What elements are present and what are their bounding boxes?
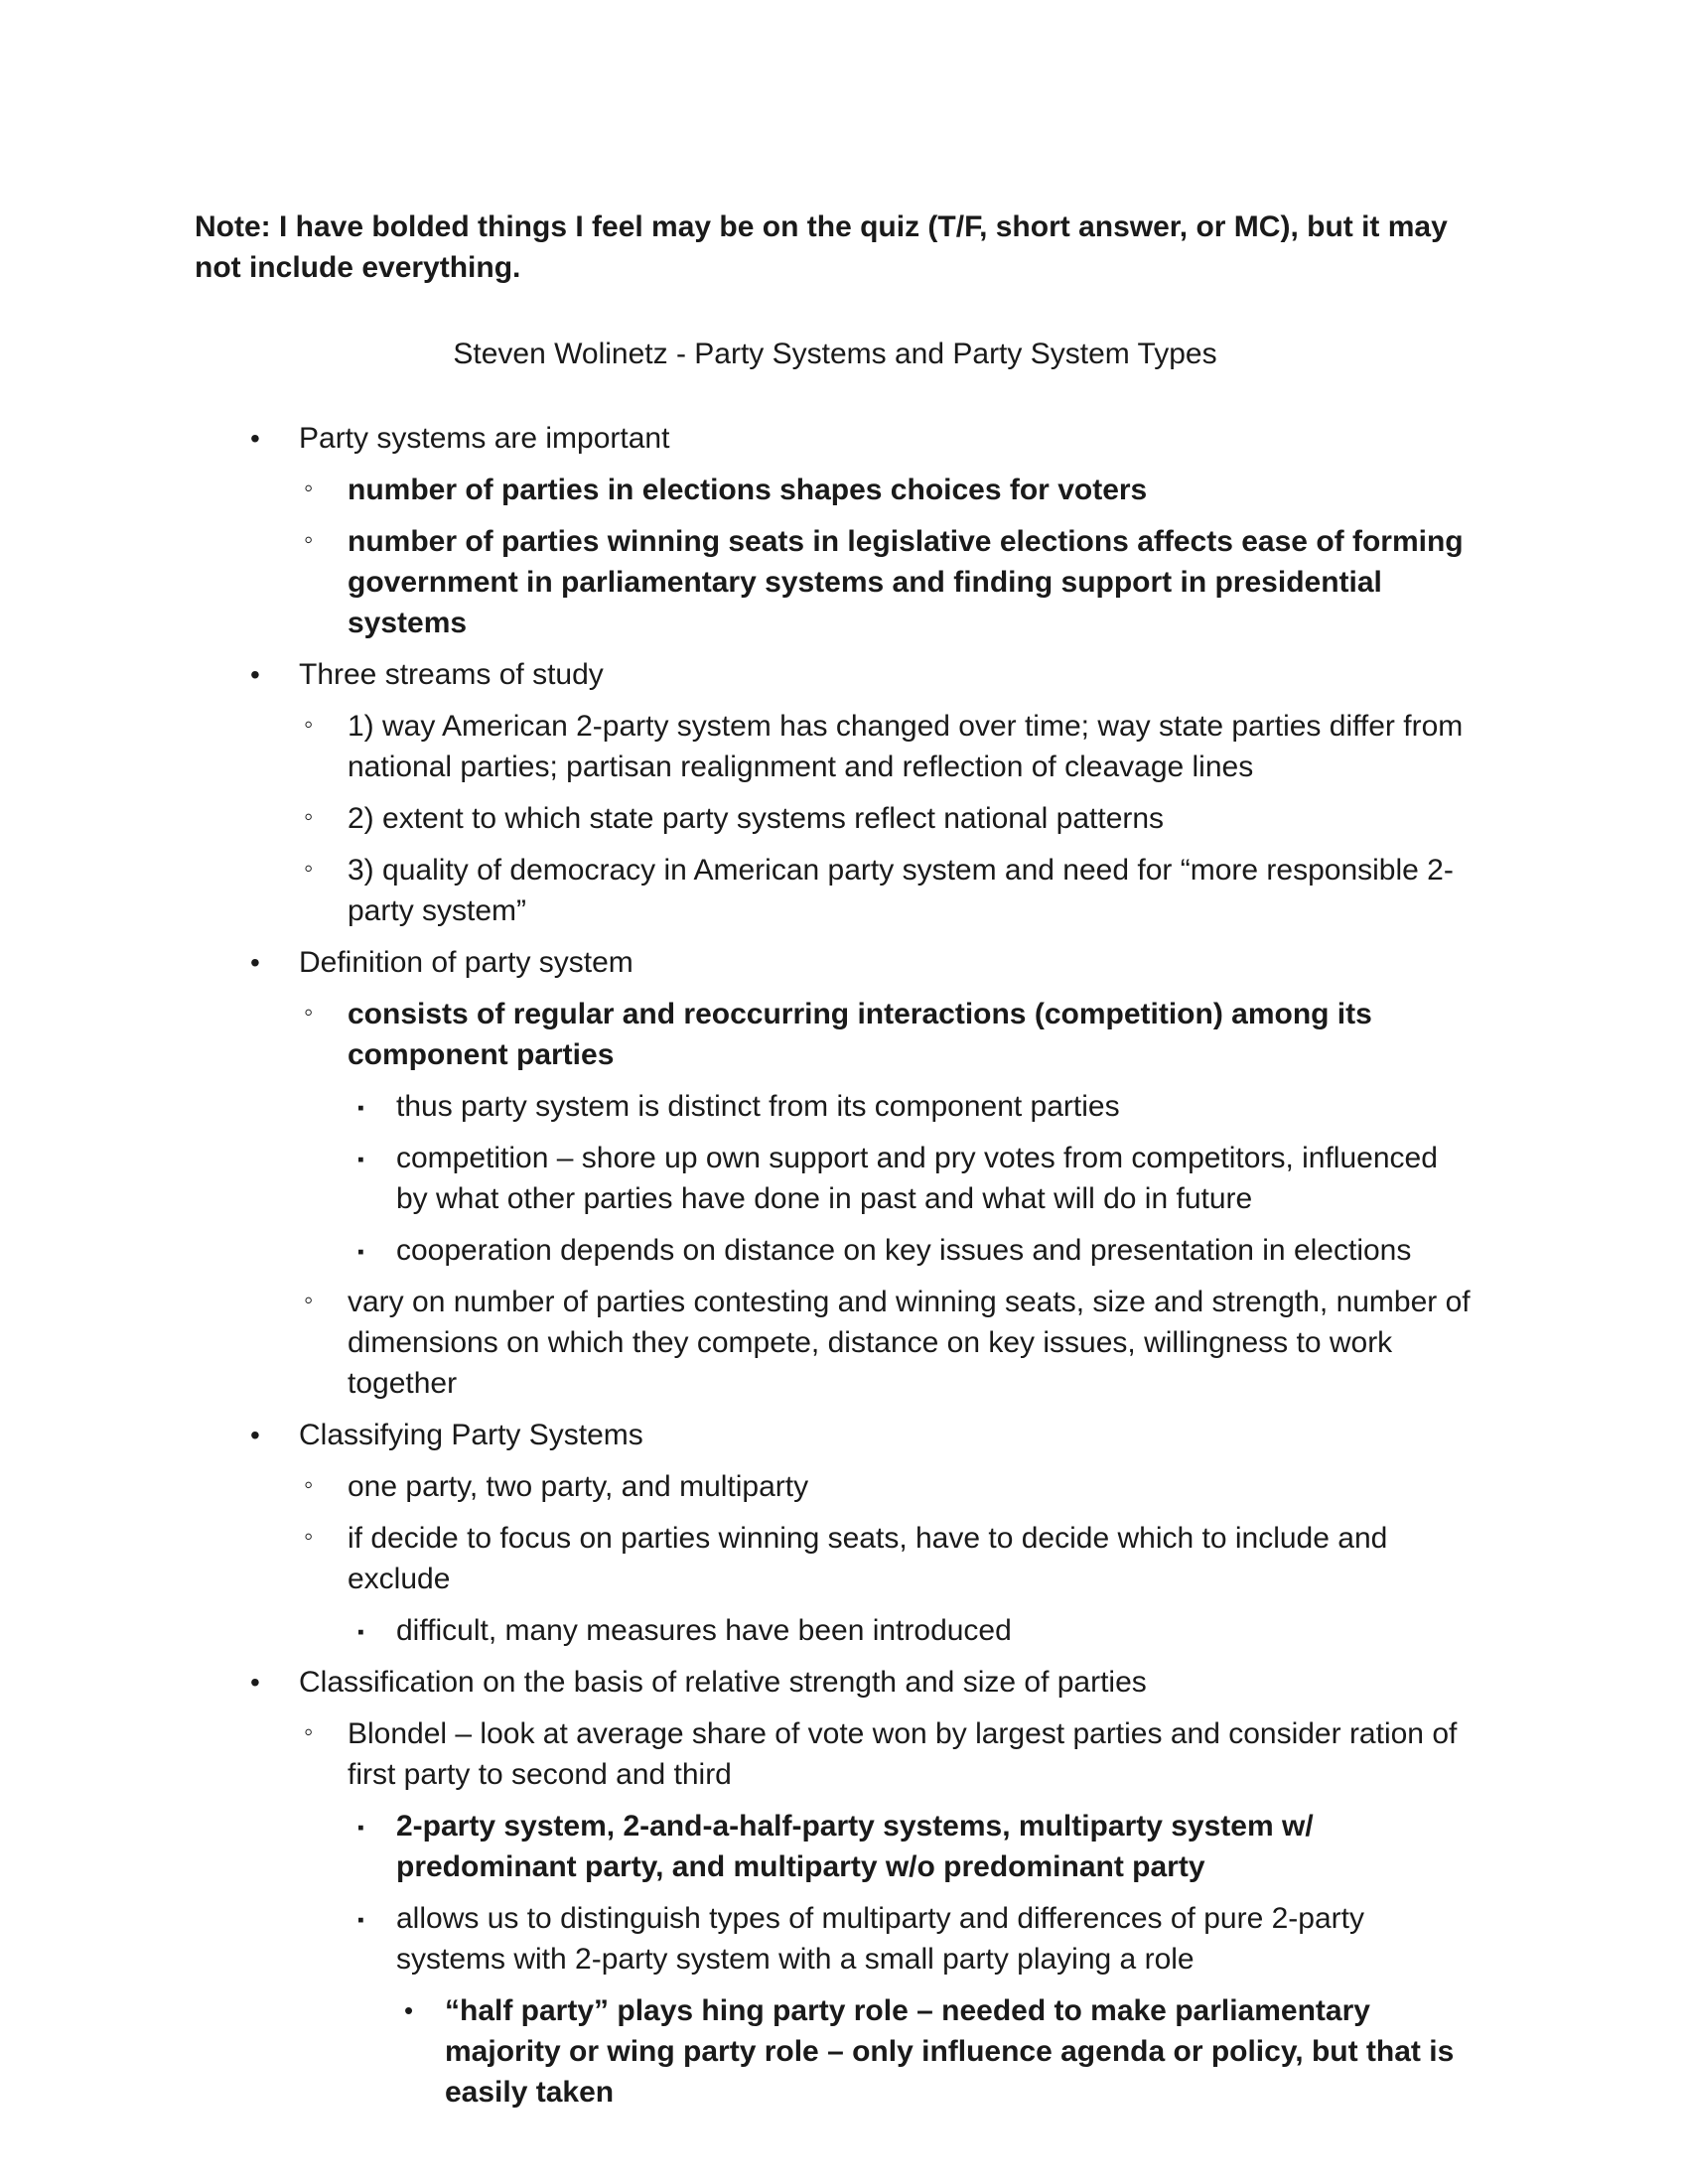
list-item-text: allows us to distinguish types of multiparty and differences of pure 2-party systems with 2-party system with a small party playing a role [396,1902,1364,1976]
bullet-icon: • [250,947,260,978]
list-item-text: cooperation depends on distance on key issues and presentation in elections [396,1234,1412,1267]
bullet-icon: • [250,1667,260,1698]
bullet-icon: ▪ [357,1622,364,1643]
bullet-icon: ◦ [304,1285,314,1314]
list-item [304,1713,1476,1795]
list-item [357,1806,1476,1887]
list-item-text: Classifying Party Systems [299,1419,643,1451]
quiz-note: Note: I have bolded things I feel may be on the quiz (T/F, short answer, or MC), but it may not include everything. [195,210,1448,284]
bullet-icon: ▪ [357,1150,364,1170]
bullet-icon: ◦ [304,997,314,1026]
list-item [250,1662,1476,1703]
bullet-icon: ▪ [357,1098,364,1119]
list-item [304,994,1476,1075]
list-item-text: number of parties winning seats in legislative elections affects ease of forming government in parliamentary systems and finding support in presidential systems [348,525,1464,639]
list-item [404,1990,1476,2113]
list-item [304,1518,1476,1599]
list-item-text: Blondel – look at average share of vote won by largest parties and consider ration of first party to second and third [348,1717,1458,1791]
bullet-icon: • [250,1420,260,1450]
list-item [357,1230,1476,1271]
list-item-text: consists of regular and reoccurring interactions (competition) among its component parties [348,998,1372,1071]
list-item-text: Classification on the basis of relative strength and size of parties [299,1666,1147,1699]
list-item-text: number of parties in elections shapes choices for voters [348,474,1148,506]
bullet-icon: ◦ [304,473,314,502]
list-item-text: 1) way American 2-party system has changed over time; way state parties differ from national parties; partisan realignment and reflection of cleavage lines [348,710,1464,783]
list-item-text: Three streams of study [299,658,604,691]
list-item [250,942,1476,983]
document-list [195,418,1476,2113]
list-item-text: 2-party system, 2-and-a-half-party systems, multiparty system w/ predominant party, and multiparty w/o predominant party [396,1810,1314,1883]
list-item [304,706,1476,787]
bullet-icon: • [250,659,260,690]
list-item [304,850,1476,931]
list-item-text: if decide to focus on parties winning seats, have to decide which to include and exclude [348,1522,1388,1595]
list-item [304,798,1476,839]
bullet-icon: ▪ [357,1242,364,1263]
list-item-text: 3) quality of democracy in American party system and need for “more responsible 2-party system” [348,854,1454,927]
list-item-text: one party, two party, and multiparty [348,1470,809,1503]
list-item-text: thus party system is distinct from its component parties [396,1090,1120,1123]
bullet-icon: ◦ [304,524,314,554]
list-item-text: vary on number of parties contesting and winning seats, size and strength, number of dimensions on which they compete, distance on key issues, willingness to work together [348,1286,1471,1400]
bullet-icon: ◦ [304,801,314,831]
list-item [250,418,1476,459]
list-item [304,1282,1476,1404]
list-item-text: Party systems are important [299,422,670,455]
bullet-icon: ▪ [357,1910,364,1931]
bullet-icon: ◦ [304,709,314,739]
list-item [357,1086,1476,1127]
bullet-icon: ▪ [357,1818,364,1839]
list-item [304,1466,1476,1507]
list-item-text: difficult, many measures have been introduced [396,1614,1012,1647]
list-item-text: “half party” plays hing party role – needed to make parliamentary majority or wing party role – only influence agenda or policy, but that is easily taken [445,1994,1455,2109]
bullet-icon: • [404,1995,414,2025]
bullet-icon: ◦ [304,1521,314,1551]
list-item [357,1610,1476,1651]
list-item [357,1138,1476,1219]
list-item [304,470,1476,510]
list-item-text: competition – shore up own support and pry votes from competitors, influenced by what other parties have done in past and what will do in future [396,1142,1438,1215]
list-item [250,654,1476,695]
list-item [304,521,1476,643]
bullet-icon: ◦ [304,1469,314,1499]
list-item [357,1898,1476,1979]
bullet-icon: • [250,423,260,454]
list-item [250,1415,1476,1455]
bullet-icon: ◦ [304,1716,314,1746]
list-item-text: 2) extent to which state party systems reflect national patterns [348,802,1165,835]
list-item-text: Definition of party system [299,946,633,979]
bullet-icon: ◦ [304,853,314,883]
document-title: Steven Wolinetz - Party Systems and Party System Types [453,338,1217,370]
